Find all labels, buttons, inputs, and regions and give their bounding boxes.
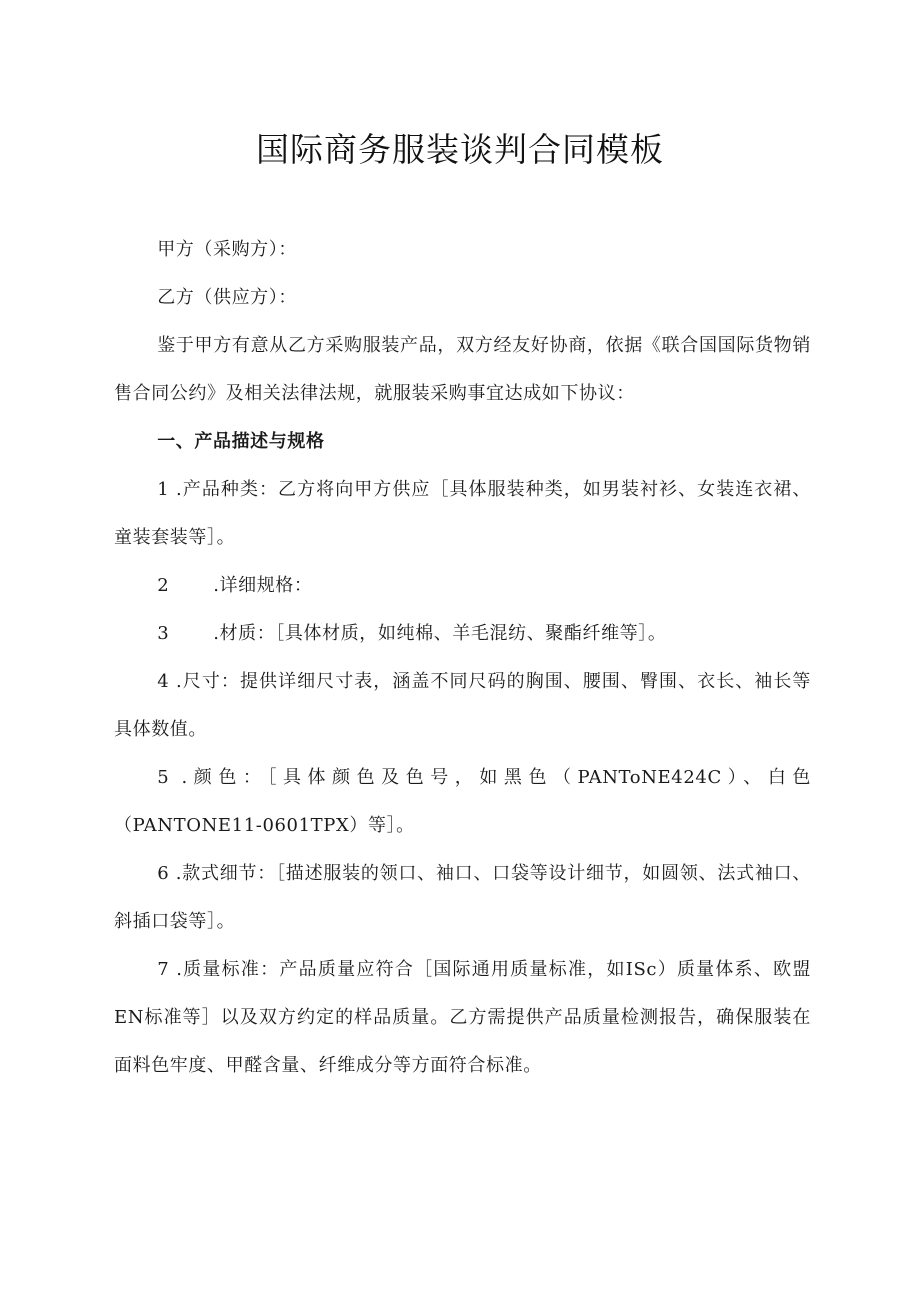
clause-text: .尺寸：提供详细尺寸表，涵盖不同尺码的胸围、腰围、臀围、衣长、袖长等具体数值。 bbox=[114, 671, 811, 740]
clause-number: 1 bbox=[157, 479, 170, 500]
clause-item bbox=[114, 850, 811, 946]
section-heading-product: 一、产品描述与规格 bbox=[157, 431, 325, 452]
clause-text: .详细规格： bbox=[213, 575, 313, 596]
party-b-line: 乙方（供应方）： bbox=[157, 287, 297, 308]
party-a-line: 甲方（采购方）： bbox=[157, 239, 297, 260]
clause-item bbox=[114, 946, 811, 1090]
clause-number: 2 bbox=[157, 575, 170, 596]
clause-text: .产品种类：乙方将向甲方供应［具体服装种类，如男装衬衫、女装连衣裙、童装套装等］。 bbox=[114, 479, 811, 548]
clause-number: 6 bbox=[157, 863, 170, 884]
clause-text: .款式细节：［描述服装的领口、袖口、口袋等设计细节，如圆领、法式袖口、斜插口袋等］。 bbox=[114, 863, 812, 932]
preamble-paragraph: 鉴于甲方有意从乙方采购服装产品，双方经友好协商，依据《联合国国际货物销售合同公约》及相关法律法规，就服装采购事宜达成如下协议： bbox=[114, 335, 811, 404]
clause-number: 4 bbox=[157, 671, 170, 692]
clause-item bbox=[114, 610, 811, 658]
document-title: 国际商务服装谈判合同模板 bbox=[256, 130, 664, 169]
clause-item bbox=[114, 562, 811, 610]
document-body bbox=[114, 226, 811, 1090]
clause-number: 5 bbox=[157, 767, 170, 788]
clause-text: .颜色：［具体颜色及色号，如黑色（PANToNE424C）、白色（PANTONE11-0601TPX）等］。 bbox=[114, 767, 812, 836]
clause-number: 3 bbox=[157, 623, 170, 644]
clause-item bbox=[114, 658, 811, 754]
clause-item bbox=[114, 466, 811, 562]
clause-text: .材质：［具体材质，如纯棉、羊毛混纺、聚酯纤维等］。 bbox=[213, 623, 667, 644]
clause-item bbox=[114, 754, 811, 850]
clause-number: 7 bbox=[157, 959, 170, 980]
clause-text: .质量标准：产品质量应符合［国际通用质量标准，如ISc）质量体系、欧盟EN标准等］以及双方约定的样品质量。乙方需提供产品质量检测报告，确保服装在面料色牢度、甲醛含量、纤维成分等方面符合标准。 bbox=[114, 959, 811, 1076]
